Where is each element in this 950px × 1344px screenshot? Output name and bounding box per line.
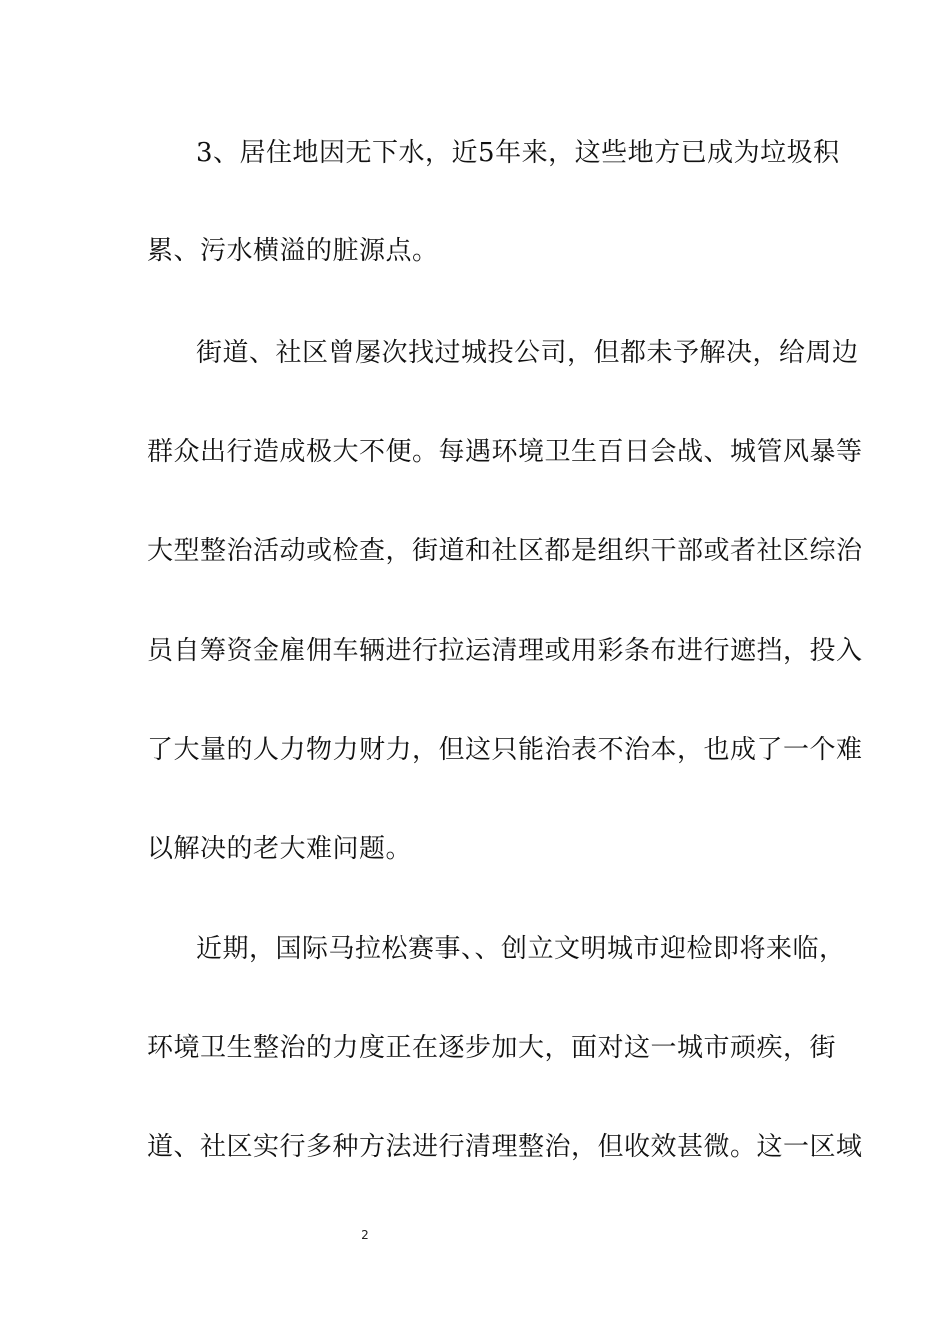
paragraph-line: 员自筹资金雇佣车辆进行拉运清理或用彩条布进行遮挡，投入 — [147, 636, 863, 666]
paragraph-line: 近期，国际马拉松赛事、、创立文明城市迎检即将来临， — [196, 934, 846, 964]
paragraph-line: 了大量的人力物力财力，但这只能治表不治本，也成了一个难 — [147, 735, 863, 765]
paragraph-line: 3、居住地因无下水，近5年来，这些地方已成为垃圾积 — [196, 138, 840, 168]
paragraph-line: 街道、社区曾屡次找过城投公司，但都未予解决，给周边 — [196, 338, 859, 368]
page-number: 2 — [361, 1228, 369, 1242]
paragraph-line: 环境卫生整治的力度正在逐步加大，面对这一城市顽疾，街 — [147, 1033, 837, 1063]
paragraph-line: 群众出行造成极大不便。每遇环境卫生百日会战、城管风暴等 — [147, 437, 863, 467]
paragraph-line: 累、污水横溢的脏源点。 — [147, 236, 439, 266]
paragraph-line: 大型整治活动或检查，街道和社区都是组织干部或者社区综治 — [147, 536, 863, 566]
paragraph-line: 道、社区实行多种方法进行清理整治，但收效甚微。这一区域 — [147, 1132, 863, 1162]
paragraph-line: 以解决的老大难问题。 — [147, 834, 413, 864]
